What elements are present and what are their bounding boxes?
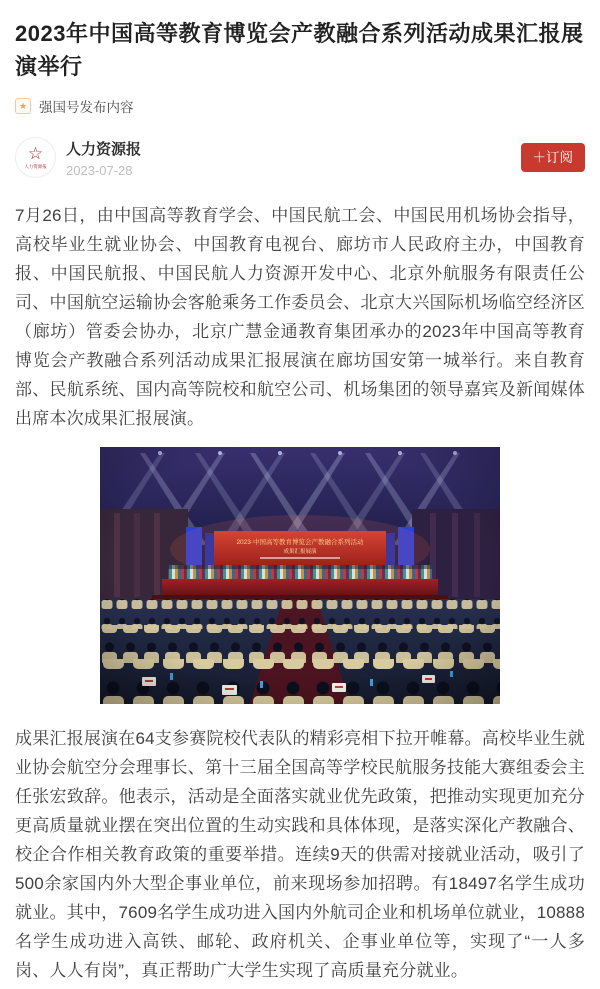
- source-badge-label: 强国号发布内容: [39, 100, 134, 115]
- article-paragraph-1: 7月26日，由中国高等教育学会、中国民航工会、中国民用机场协会指导，高校毕业生就业协会、中国教育电视台、廊坊市人民政府主办，中国教育报、中国民航报、中国民航人力资源开发中心、北京外航服务有限责任公司、中国航空运输协会客舱乘务工作委员会、北京大兴国际机场临空经济区（廊坊）管委会协办，北京广慧金通教育集团承办的2023年中国高等教育博览会产教融合系列活动成果汇报展演在廊坊国安第一城举行。来自教育部、民航系统、国内高等院校和航空公司、机场集团的领导嘉宾及新闻媒体出席本次成果汇报展演。: [15, 206, 585, 428]
- article-paragraph-2: 成果汇报展演在64支参赛院校代表队的精彩亮相下拉开帷幕。高校毕业生就业协会航空分会理事长、第十三届全国高等学校民航服务技能大赛组委会主任张宏致辞。他表示，活动是全面落实就业优先政策，把推动实现更加充分更高质量就业摆在突出位置的生动实践和具体体现，是落实深化产教融合、校企合作相关教育政策的重要举措。连续9天的供需对接就业活动，吸引了500余家国内外大型企事业单位，前来现场参加招聘。有18497名学生成功就业。其中，7609名学生成功进入国内外航司企业和机场单位就业，10888名学生成功进入高铁、邮轮、政府机关、企事业单位等，实现了“一人多岗、人人有岗”，真正帮助广大学生实现了高质量充分就业。: [15, 729, 585, 980]
- publisher-row: [15, 137, 585, 178]
- source-badge: [15, 96, 585, 116]
- publisher-avatar[interactable]: [15, 137, 56, 178]
- event-photo-graphic: [100, 447, 500, 704]
- publisher-meta: [66, 138, 141, 178]
- star-logo-icon: ☆: [27, 144, 44, 163]
- event-photo[interactable]: [100, 447, 500, 704]
- certificate-star-icon: ★: [15, 98, 31, 114]
- publish-date: 2023-07-28: [66, 162, 133, 178]
- photo-vignette: [100, 447, 500, 704]
- article-title: 2023年中国高等教育博览会产教融合系列活动成果汇报展演举行: [15, 21, 584, 79]
- publisher-name[interactable]: 人力资源报: [66, 140, 142, 158]
- subscribe-button[interactable]: ＋订阅: [521, 143, 586, 173]
- avatar-caption: 人力资源报: [24, 164, 47, 170]
